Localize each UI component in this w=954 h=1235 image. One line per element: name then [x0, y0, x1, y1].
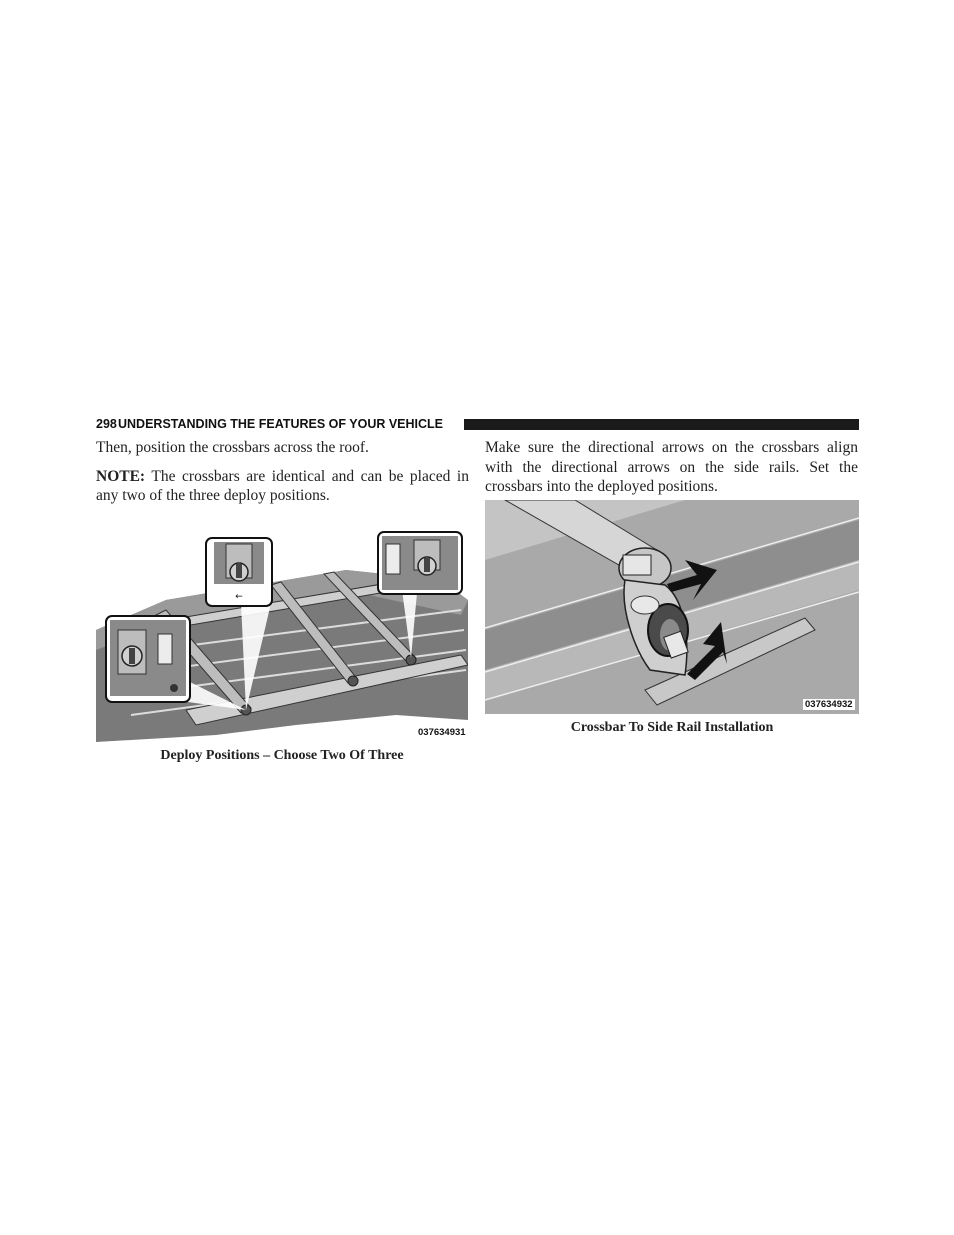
crossbar-rail-drawing	[485, 500, 859, 714]
intro-paragraph: Then, position the crossbars across the roof.	[96, 439, 369, 456]
right-column	[485, 438, 858, 506]
figure-caption-left: Deploy Positions – Choose Two Of Three	[160, 748, 404, 763]
alignment-paragraph: Make sure the directional arrows on the crossbars align with the directional arrows on the side rails. Set the crossbars into the deployed positions.	[485, 439, 858, 495]
deploy-positions-illustration	[96, 530, 468, 742]
roof-crossbars-drawing	[96, 530, 468, 742]
note-text: The crossbars are identical and can be placed in any two of the three deploy positions.	[96, 467, 469, 504]
figure-caption-right: Crossbar To Side Rail Installation	[570, 720, 774, 735]
note-paragraph	[96, 467, 469, 506]
page-number: 298	[96, 417, 117, 431]
figure-code: 037634932	[805, 699, 853, 710]
page-header	[96, 416, 859, 434]
left-column	[96, 438, 469, 515]
side-rail-installation-illustration	[485, 500, 859, 714]
figure-code: 037634931	[418, 727, 466, 738]
inset-arrow: ←	[235, 592, 243, 602]
section-title: UNDERSTANDING THE FEATURES OF YOUR VEHICLE	[118, 417, 444, 431]
note-label: NOTE:	[96, 467, 146, 485]
header-rule	[464, 419, 859, 430]
